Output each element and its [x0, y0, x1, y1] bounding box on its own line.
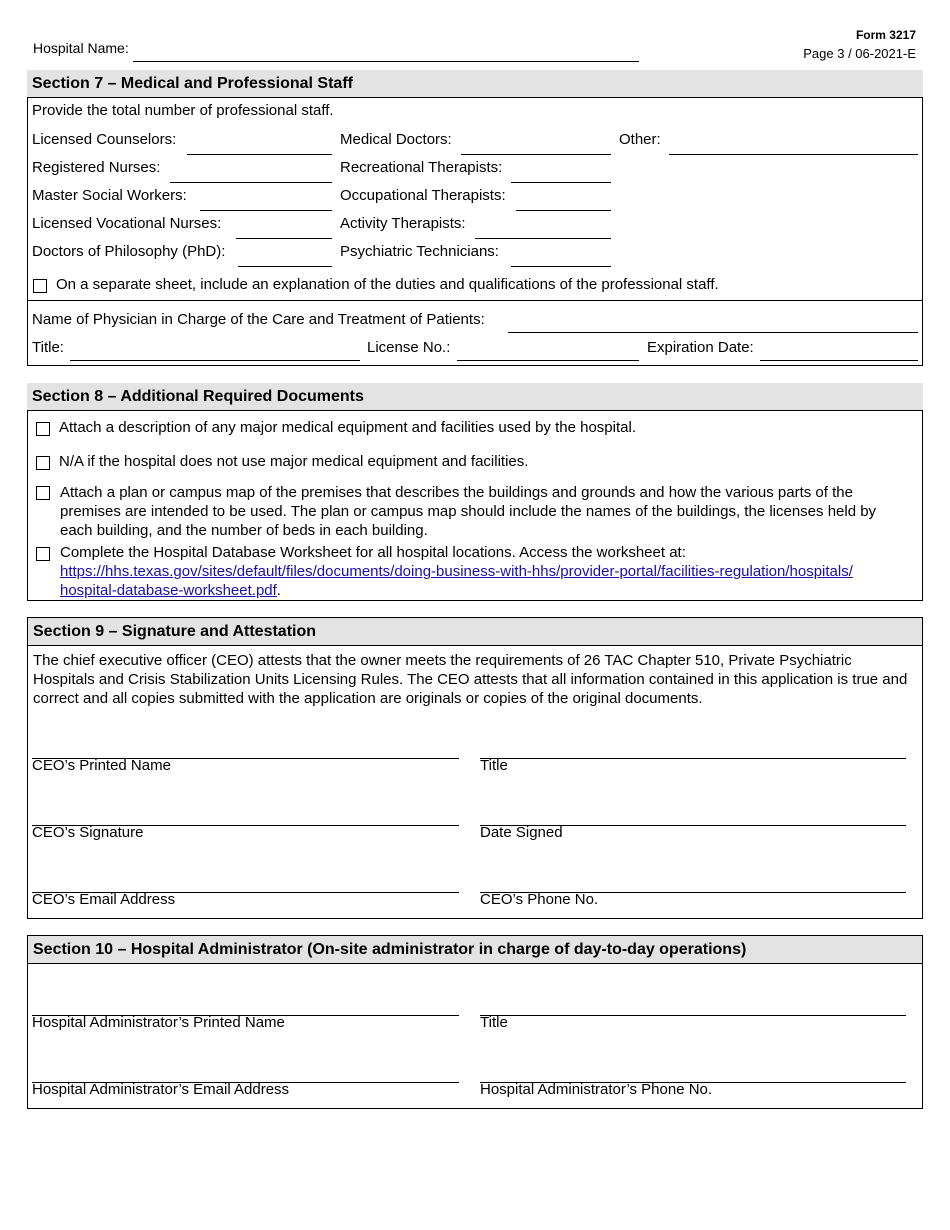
physician-label: Name of Physician in Charge of the Care and Treatment of Patients: — [32, 311, 485, 328]
form-header — [0, 0, 950, 70]
admin-title-label: Title — [480, 1014, 508, 1031]
staff-explanation-checkbox[interactable] — [33, 279, 47, 293]
equipment-description-checkbox[interactable] — [36, 422, 50, 436]
master-social-workers-field[interactable] — [200, 210, 332, 211]
section7-title: Section 7 – Medical and Professional Staff — [27, 70, 923, 98]
registered-nurses-label: Registered Nurses: — [32, 159, 161, 176]
date-signed-label: Date Signed — [480, 824, 563, 841]
ceo-printed-name-label: CEO’s Printed Name — [32, 757, 171, 774]
section7-divider — [28, 300, 922, 301]
campus-map-text: Attach a plan or campus map of the premises that describes the buildings and grounds and how the various parts of the premises are intended to be used. The plan or campus map should include the names of the buildings, the licenses held by each building, and the number of beds in each building. — [60, 484, 877, 539]
licensed-vocational-nurses-label: Licensed Vocational Nurses: — [32, 215, 222, 232]
staff-explanation-text: On a separate sheet, include an explanation of the duties and qualifications of the professional staff. — [56, 276, 719, 293]
database-worksheet-period: . — [276, 582, 281, 599]
database-worksheet-text — [60, 543, 910, 600]
admin-title-field[interactable] — [480, 1015, 906, 1016]
section9 — [27, 617, 923, 919]
other-label: Other: — [619, 131, 661, 148]
database-worksheet-link[interactable]: https://hhs.texas.gov/sites/default/files/documents/doing-business-with-hhs/provider-portal/facilities-regulation/hospitals/ hospital-database-worksheet.pdf — [60, 563, 853, 599]
licensed-counselors-label: Licensed Counselors: — [32, 131, 177, 148]
activity-therapists-field[interactable] — [475, 238, 611, 239]
phd-label: Doctors of Philosophy (PhD): — [32, 243, 226, 260]
occupational-therapists-field[interactable] — [516, 210, 611, 211]
recreational-therapists-label: Recreational Therapists: — [340, 159, 503, 176]
medical-doctors-field[interactable] — [461, 154, 611, 155]
ceo-phone-label: CEO’s Phone No. — [480, 891, 599, 908]
physician-name-field[interactable] — [508, 332, 918, 333]
form-number: Form 3217 — [855, 28, 916, 42]
section8-title: Section 8 – Additional Required Documents — [27, 383, 923, 411]
equipment-na-checkbox[interactable] — [36, 456, 50, 470]
licensed-vocational-nurses-field[interactable] — [236, 238, 332, 239]
master-social-workers-label: Master Social Workers: — [32, 187, 187, 204]
equipment-na-text: N/A if the hospital does not use major medical equipment and facilities. — [59, 453, 529, 470]
attestation-text: The chief executive officer (CEO) attests that the owner meets the requirements of 26 TAC Chapter 510, Private Psychiatric Hospitals and Crisis Stabilization Units Licensing Rules. The CEO attests that all information contained in this application is true and correct and all copies submitted with the application are originals or copies of the original documents. — [33, 652, 908, 707]
ceo-title-field[interactable] — [480, 758, 906, 759]
database-worksheet-checkbox[interactable] — [36, 547, 50, 561]
psychiatric-technicians-field[interactable] — [511, 266, 611, 267]
recreational-therapists-field[interactable] — [511, 182, 611, 183]
admin-phone-label: Hospital Administrator’s Phone No. — [480, 1081, 713, 1098]
admin-email-label: Hospital Administrator’s Email Address — [32, 1081, 290, 1098]
license-no-label: License No.: — [367, 339, 451, 356]
occupational-therapists-label: Occupational Therapists: — [340, 187, 506, 204]
database-worksheet-instruction: Complete the Hospital Database Worksheet for all hospital locations. Access the worksheet at: — [60, 544, 686, 561]
campus-map-checkbox[interactable] — [36, 486, 50, 500]
licensed-counselors-field[interactable] — [187, 154, 332, 155]
hospital-name-field[interactable] — [133, 61, 639, 62]
section7 — [27, 97, 923, 366]
section7-intro: Provide the total number of professional staff. — [32, 102, 334, 119]
section10-title: Section 10 – Hospital Administrator (On-site administrator in charge of day-to-day operations) — [28, 936, 922, 964]
medical-doctors-label: Medical Doctors: — [340, 131, 452, 148]
phd-field[interactable] — [238, 266, 332, 267]
ceo-email-label: CEO’s Email Address — [32, 891, 176, 908]
page-info: Page 3 / 06-2021-E — [803, 46, 916, 61]
expiration-date-field[interactable] — [760, 360, 918, 361]
physician-title-field[interactable] — [70, 360, 360, 361]
ceo-signature-label: CEO’s Signature — [32, 824, 144, 841]
activity-therapists-label: Activity Therapists: — [340, 215, 466, 232]
psychiatric-technicians-label: Psychiatric Technicians: — [340, 243, 499, 260]
section9-title: Section 9 – Signature and Attestation — [28, 618, 922, 646]
section8 — [27, 410, 923, 601]
hospital-name-label: Hospital Name: — [33, 40, 129, 56]
physician-title-label: Title: — [32, 339, 64, 356]
ceo-title-label: Title — [480, 757, 508, 774]
admin-printed-name-label: Hospital Administrator’s Printed Name — [32, 1014, 285, 1031]
registered-nurses-field[interactable] — [170, 182, 332, 183]
other-field[interactable] — [669, 154, 918, 155]
expiration-date-label: Expiration Date: — [647, 339, 754, 356]
license-no-field[interactable] — [457, 360, 639, 361]
section10 — [27, 935, 923, 1109]
equipment-description-text: Attach a description of any major medical equipment and facilities used by the hospital. — [59, 419, 636, 436]
